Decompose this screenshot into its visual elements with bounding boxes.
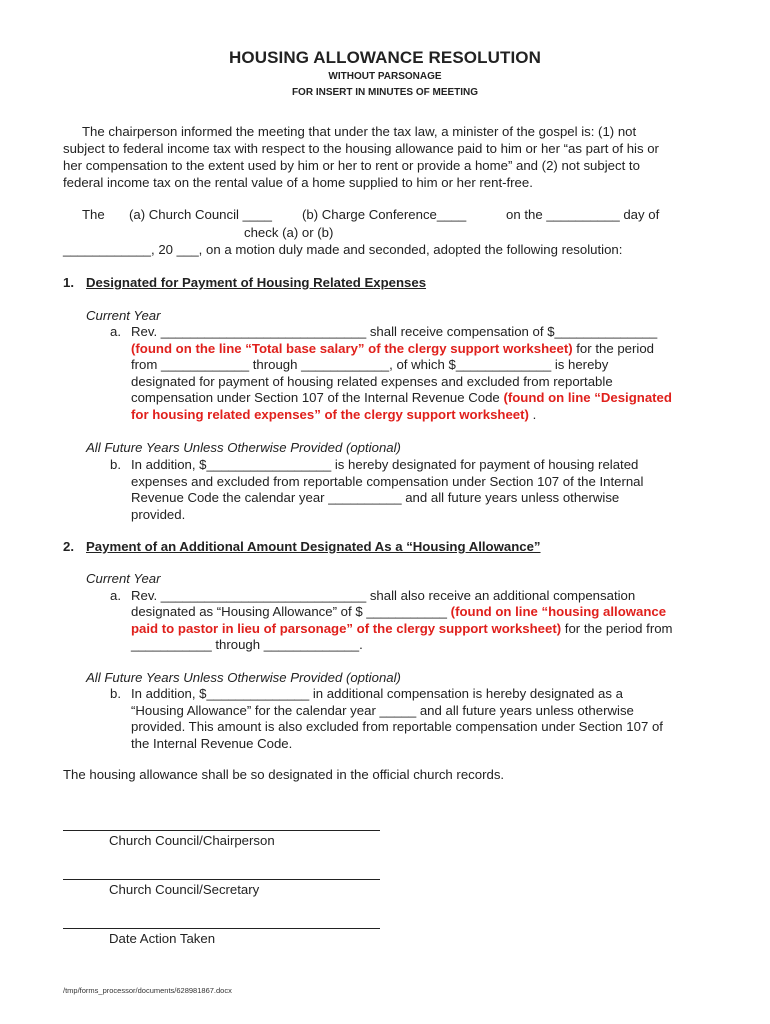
intro-line-1: The chairperson informed the meeting that under the tax law, a minister of the gospel is: (1) not xyxy=(82,124,637,139)
section-2-b-line-2: “Housing Allowance” for the calendar year _____ and all future years unless otherwise xyxy=(131,703,634,718)
section-2-heading: Payment of an Additional Amount Designated As a “Housing Allowance” xyxy=(86,539,541,554)
section-2-b-line-3: provided. This amount is also excluded from reportable compensation under Section 107 of xyxy=(131,719,663,734)
worksheet-reference-housing-allowance: (found on line “housing allowance xyxy=(450,604,667,619)
section-1-a-line-4: designated for payment of housing related expenses and excluded from reportable xyxy=(131,374,613,389)
worksheet-reference-total-base-salary: (found on the line “Total base salary” of the clergy support worksheet) xyxy=(131,341,573,356)
section-1-current-year: Current Year xyxy=(86,308,161,323)
section-2-a-line-2: designated as “Housing Allowance” of $ ___________ (found on line “housing allowance xyxy=(131,604,667,619)
section-1-number: 1. xyxy=(63,275,74,290)
adoption-check-instruction: check (a) or (b) xyxy=(244,225,334,240)
footer-file-path: /tmp/forms_processor/documents/628981867.docx xyxy=(63,986,232,995)
section-1-future-years: All Future Years Unless Otherwise Provided (optional) xyxy=(86,440,401,455)
section-1-b-line-3: Revenue Code the calendar year __________ and all future years unless otherwise xyxy=(131,490,620,505)
section-2-a-line-1: Rev. ____________________________ shall also receive an additional compensation xyxy=(131,588,636,603)
section-2-current-year: Current Year xyxy=(86,571,161,586)
adoption-date-field: on the __________ day of xyxy=(506,207,660,222)
section-2-a-line-4: ___________ through _____________. xyxy=(131,637,363,652)
closing-statement: The housing allowance shall be so designated in the official church records. xyxy=(63,767,505,782)
section-2-future-years: All Future Years Unless Otherwise Provided (optional) xyxy=(86,670,401,685)
intro-line-3: her compensation to the extent used by him or her to rent or provide a home” and (2) not subject to xyxy=(63,158,640,173)
signature-label-chairperson: Church Council/Chairperson xyxy=(109,833,275,848)
section-2-b-line-1: In addition, $______________ in additional compensation is hereby designated as a xyxy=(131,686,623,701)
signature-label-date: Date Action Taken xyxy=(109,931,216,946)
section-2-a-line-3: paid to pastor in lieu of parsonage” of the clergy support worksheet) for the period from xyxy=(131,621,673,636)
section-1-heading: Designated for Payment of Housing Related Expenses xyxy=(86,275,427,290)
section-2-a-label: a. xyxy=(110,588,121,603)
section-2-number: 2. xyxy=(63,539,74,554)
section-1-b-line-2: expenses and excluded from reportable compensation under Section 107 of the Internal xyxy=(131,474,644,489)
adoption-the: The xyxy=(82,207,105,222)
section-1-b-label: b. xyxy=(110,457,121,472)
intro-line-2: subject to federal income tax with respect to the housing allowance paid to him or her “as part of his or xyxy=(63,141,659,156)
section-1-a-label: a. xyxy=(110,324,121,339)
signature-label-secretary: Church Council/Secretary xyxy=(109,882,260,897)
section-1-a-line-6: for housing related expenses” of the clergy support worksheet) . xyxy=(131,407,537,422)
signature-line-chairperson xyxy=(63,830,380,831)
adoption-line-2: ____________, 20 ___, on a motion duly made and seconded, adopted the following resolution: xyxy=(63,242,623,257)
adoption-option-charge-conference: (b) Charge Conference____ xyxy=(302,207,467,222)
intro-line-4: federal income tax on the rental value of a home supplied to him or her rent-free. xyxy=(63,175,533,190)
document-subtitle-without-parsonage: WITHOUT PARSONAGE xyxy=(328,71,442,82)
section-1-a-line-1: Rev. ____________________________ shall receive compensation of $______________ xyxy=(131,324,658,339)
document-subtitle-insert: FOR INSERT IN MINUTES OF MEETING xyxy=(291,87,479,98)
signature-line-date xyxy=(63,928,380,929)
section-1-b-line-4: provided. xyxy=(131,507,186,522)
section-2-b-line-4: the Internal Revenue Code. xyxy=(131,736,293,751)
section-1-b-line-1: In addition, $_________________ is hereby designated for payment of housing related xyxy=(131,457,639,472)
worksheet-reference-designated-housing: (found on line “Designated xyxy=(503,390,672,405)
document-title: HOUSING ALLOWANCE RESOLUTION xyxy=(229,48,541,67)
signature-line-secretary xyxy=(63,879,380,880)
adoption-option-church-council: (a) Church Council ____ xyxy=(129,207,272,222)
section-1-a-line-5: compensation under Section 107 of the Internal Revenue Code (found on line “Designated xyxy=(131,390,672,405)
section-1-a-line-3: from ____________ through ____________, of which $_____________ is hereby xyxy=(131,357,609,372)
section-2-b-label: b. xyxy=(110,686,121,701)
section-1-a-line-2: (found on the line “Total base salary” of the clergy support worksheet) for the period xyxy=(131,341,654,356)
